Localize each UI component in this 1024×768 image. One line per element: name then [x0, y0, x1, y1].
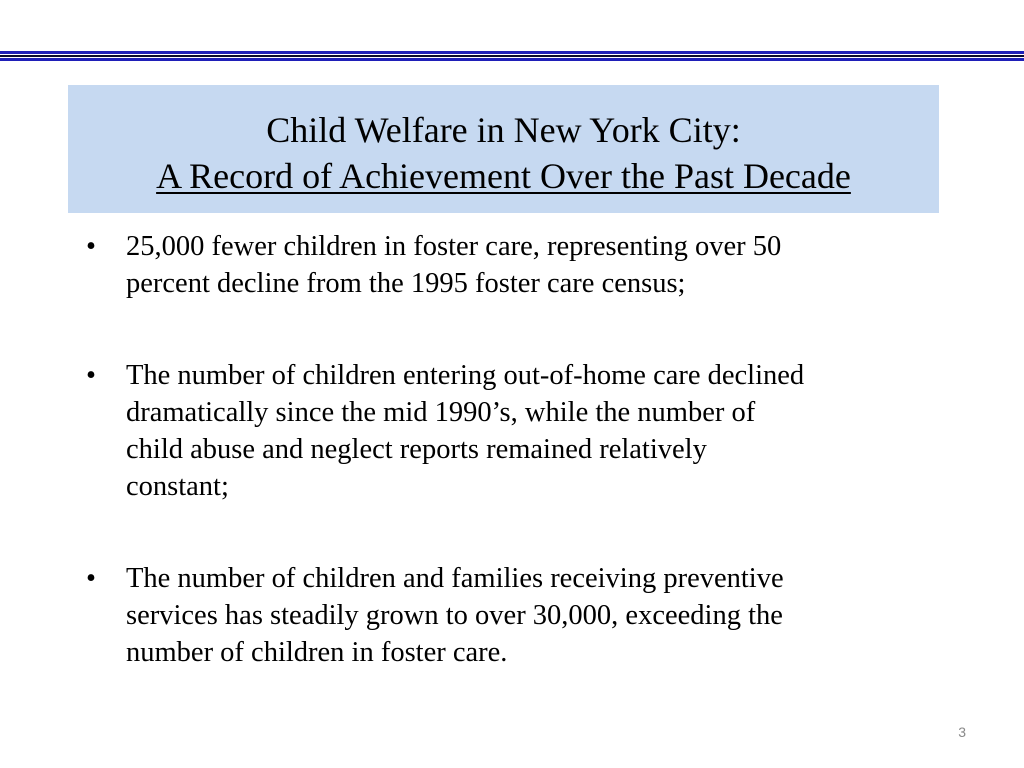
bullet-line: dramatically since the mid 1990’s, while the number of: [126, 397, 756, 428]
bullet-marker: •: [86, 563, 96, 594]
top-rule-upper: [0, 51, 1024, 54]
bullet-item-1: [84, 228, 954, 302]
top-rule-lower: [0, 58, 1024, 61]
bullet-line: percent decline from the 1995 foster care census;: [126, 268, 686, 299]
slide-title-line-1: Child Welfare in New York City:: [266, 110, 741, 150]
bullet-line: services has steadily grown to over 30,000, exceeding the: [126, 600, 783, 631]
bullet-line: The number of children and families receiving preventive: [126, 563, 784, 594]
bullet-line: constant;: [126, 471, 229, 502]
bullet-marker: •: [86, 231, 96, 262]
bullet-item-3: [84, 560, 954, 671]
bullet-marker: •: [86, 360, 96, 391]
slide-title-line-2: A Record of Achievement Over the Past Decade: [156, 156, 851, 196]
bullet-item-2: [84, 357, 954, 505]
bullet-line: The number of children entering out-of-home care declined: [126, 360, 805, 391]
bullet-line: 25,000 fewer children in foster care, representing over 50: [126, 231, 782, 262]
bullet-list: [84, 228, 954, 671]
page-number: 3: [958, 724, 966, 740]
top-rule-middle: [0, 55, 1024, 57]
slide-title-box: [68, 85, 939, 213]
bullet-line: child abuse and neglect reports remained relatively: [126, 434, 707, 465]
bullet-line: number of children in foster care.: [126, 637, 508, 668]
